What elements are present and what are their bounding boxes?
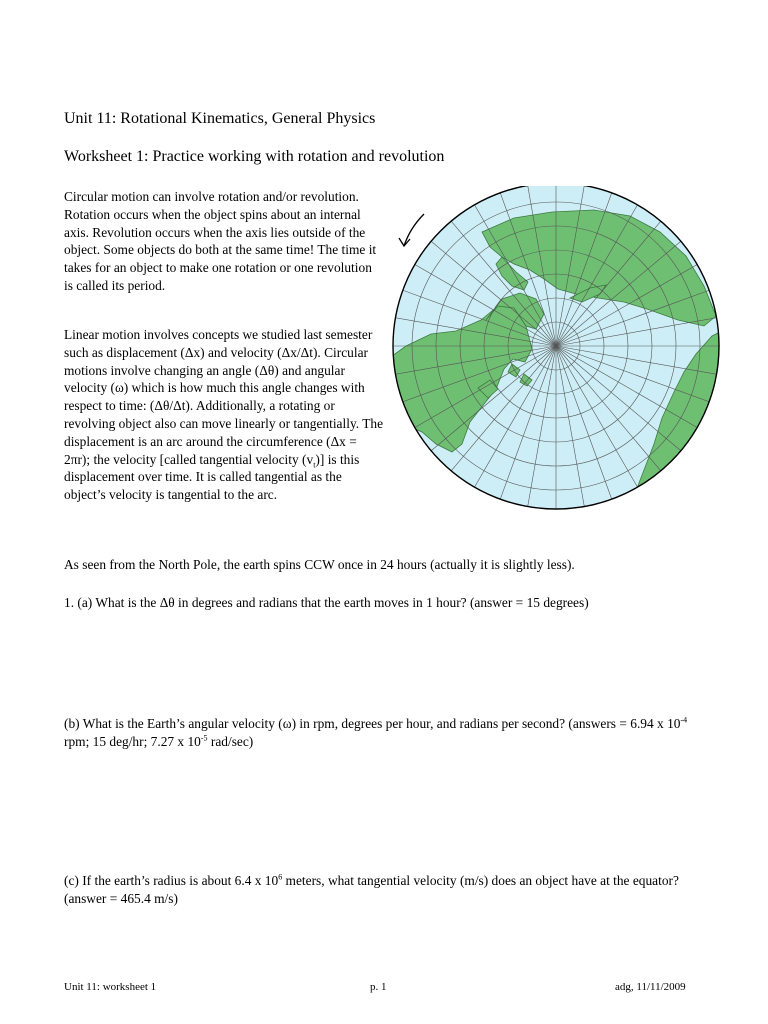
question-1c-part2: meters, what tangential velocity (m/s) does an object have at the equator? (answer = 465.4 m/s): [64, 873, 679, 906]
ccw-rotation-arrow-icon: [399, 214, 424, 246]
exponent: -4: [680, 715, 688, 725]
question-1a: 1. (a) What is the Δθ in degrees and radians that the earth moves in 1 hour? (answer = 15 degrees): [64, 595, 589, 610]
worksheet-subtitle: Worksheet 1: Practice working with rotation and revolution: [64, 148, 445, 165]
footer-right: adg, 11/11/2009: [615, 981, 686, 993]
intro-paragraph-2: [64, 326, 384, 504]
question-1b-part2: rpm; 15 deg/hr; 7.27 x 10: [64, 733, 201, 749]
intro-paragraph-1: Circular motion can involve rotation and/or revolution. Rotation occurs when the object spins about an internal axis. Revolution occurs when the axis lies outside of the object. Some objects do both at the same time! The time it takes for an object to make one rotation or one revolution is called its period.: [64, 189, 377, 293]
question-1b-part3: rad/sec): [207, 733, 254, 749]
footer-left: Unit 11: worksheet 1: [64, 981, 157, 993]
question-1c-part1: (c) If the earth’s radius is about 6.4 x 10: [64, 873, 279, 888]
question-1c: [64, 872, 714, 908]
footer-page-number: p. 1: [370, 981, 387, 993]
exponent: -5: [200, 733, 208, 743]
question-1b-part1: (b) What is the Earth’s angular velocity (ω) in rpm, degrees per hour, and radians per second? (answers = 6.94 x 10: [64, 716, 681, 731]
page-title: Unit 11: Rotational Kinematics, General Physics: [64, 110, 376, 127]
tangential-subscript: t: [313, 460, 316, 470]
intro-paragraph-2-part1: Linear motion involves concepts we studied last semester such as displacement (Δx) and velocity (Δx/Δt). Circular motions involve changing an angle (Δθ) and angular velocity (ω) which is how much this angle changes with respect to time: (Δθ/Δt). Additionally, a rotating or revolving object also can move linearly or tangentially. The displacement is an arc around the circumference (Δx = 2πr); the velocity [called tangential velocity (v: [64, 327, 384, 467]
earth-rotation-statement: As seen from the North Pole, the earth spins CCW once in 24 hours (actually it is slightly less).: [64, 557, 575, 572]
north-pole-globe-figure: [386, 186, 726, 516]
question-1b: [64, 715, 714, 751]
intro-paragraph-2-part2: )] is this displacement over time. It is called tangential as the object’s velocity is tangential to the arc.: [64, 451, 360, 503]
exponent: 6: [278, 872, 283, 882]
